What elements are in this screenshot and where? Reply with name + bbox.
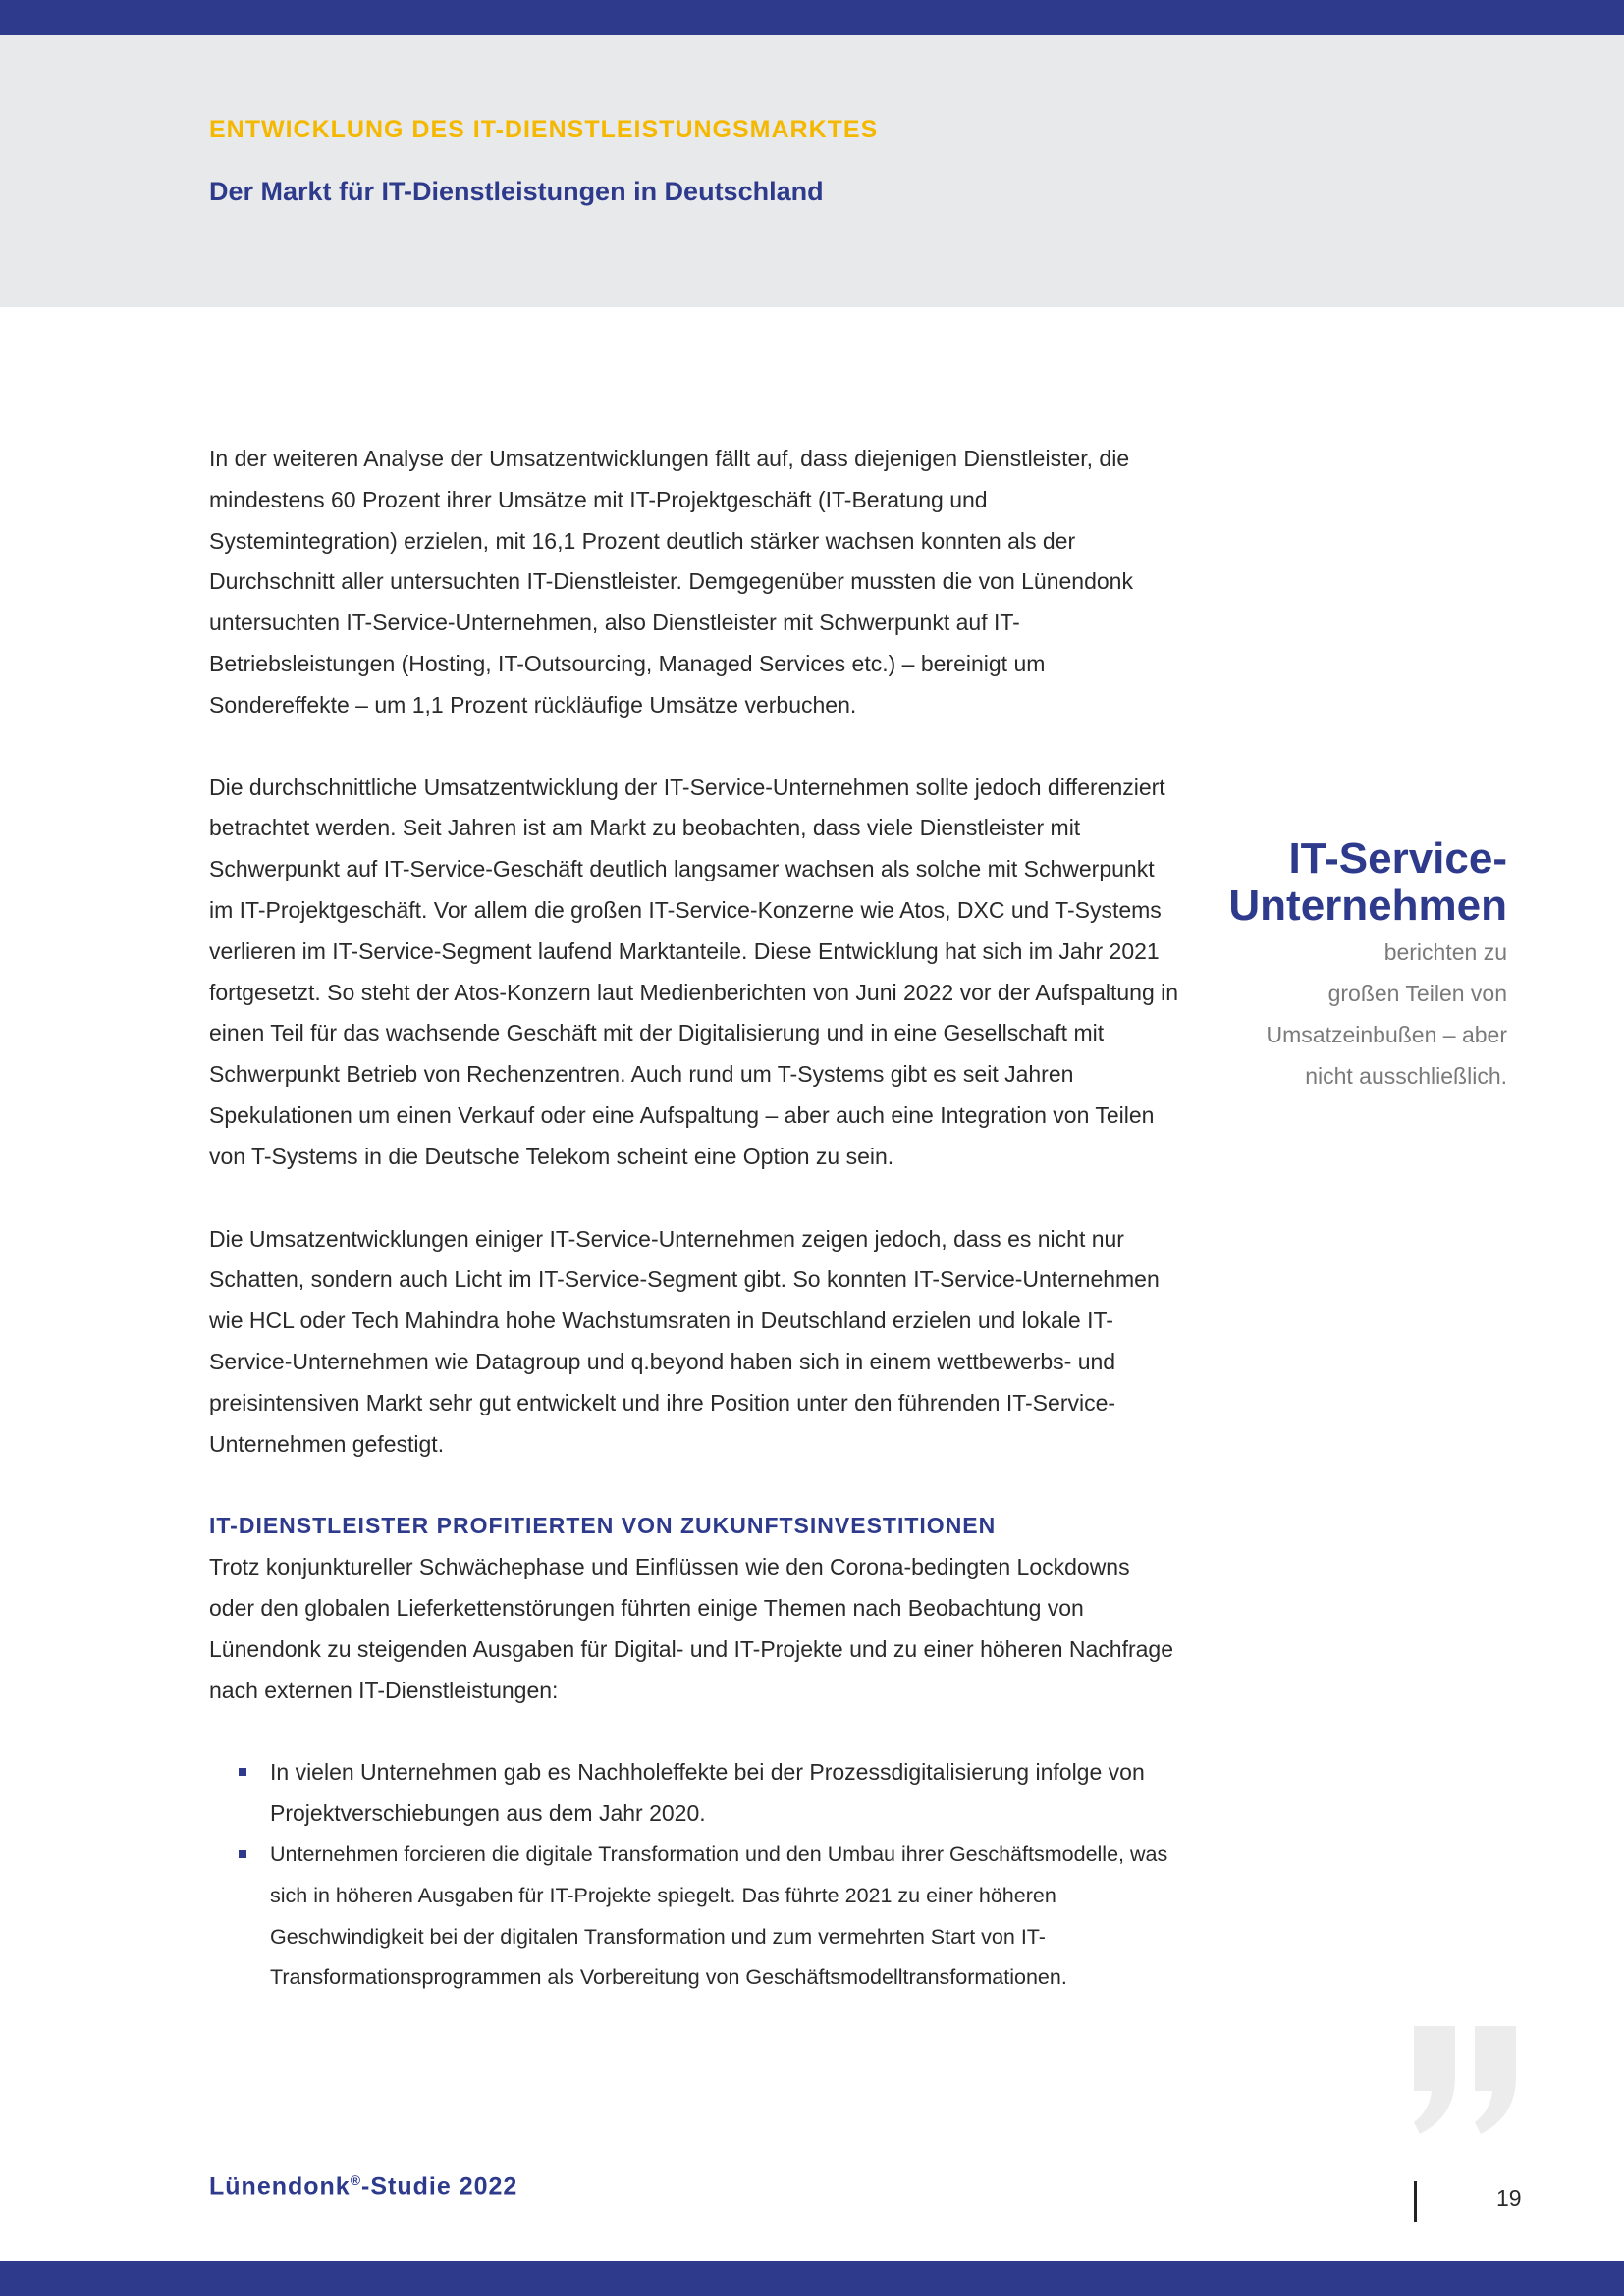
paragraph: Die durchschnittliche Umsatzentwicklung der IT-Service-Unternehmen sollte jedoch differenziert betrachtet werden. Seit Jahren ist am Markt zu beobachten, dass viele Dienstleister mit Schwerpunkt auf IT-Service-Geschäft deutlich langsamer wachsen als solche mit Schwerpunkt im IT-Projektgeschäft. Vor allem die großen IT-Service-Konzerne wie Atos, DXC und T-Systems verlieren im IT-Service-Segment laufend Marktanteile. Diese Entwicklung hat sich im Jahr 2021 fortgesetzt. So steht der Atos-Konzern laut Medienberichten von Juni 2022 vor der Aufspaltung in einen Teil für das wachsende Geschäft mit der Digitalisierung und in eine Gesellschaft mit Schwerpunkt Betrieb von Rechenzentren. Auch rund um T-Systems gibt es seit Jahren Spekulationen um einen Verkauf oder eine Aufspaltung – aber auch eine Integration von Teilen von T-Systems in die Deutsche Telekom scheint eine Option zu sein. — [209, 774, 1179, 1169]
square-bullet-icon — [239, 1850, 246, 1858]
list-item-text: In vielen Unternehmen gab es Nachholeffekte bei der Prozessdigitalisierung infolge von Projektverschiebungen aus dem Jahr 2020. — [270, 1759, 1145, 1827]
footer-brand — [209, 2172, 517, 2201]
pull-quote-text — [1193, 932, 1507, 1096]
list-item — [270, 1835, 1181, 1999]
pull-quote-title-line: Unternehmen — [1228, 881, 1507, 930]
registered-mark: ® — [350, 2172, 362, 2188]
list-item — [270, 1752, 1181, 1835]
sidebar-pull-quote — [1193, 835, 1507, 1096]
square-bullet-icon — [239, 1768, 246, 1776]
paragraph: Trotz konjunktureller Schwächephase und Einflüssen wie den Corona-bedingten Lockdowns oder den globalen Lieferkettenstörungen führten einige Themen nach Beobachtung von Lünendonk zu steigenden Ausgaben für Digital- und IT-Projekte und zu einer höheren Nachfrage nach externen IT-Dienstleistungen: — [209, 1554, 1173, 1703]
closing-quote-icon — [1406, 2026, 1524, 2134]
paragraph: In der weiteren Analyse der Umsatzentwicklungen fällt auf, dass diejenigen Dienstleister, die mindestens 60 Prozent ihrer Umsätze mit IT-Projektgeschäft (IT-Beratung und Systemintegration) erzielen, mit 16,1 Prozent deutlich stärker wachsen konnten als der Durchschnitt aller untersuchten IT-Dienstleister. Demgegenüber mussten die von Lünendonk untersuchten IT-Service-Unternehmen, also Dienstleister mit Schwerpunkt auf IT-Betriebsleistungen (Hosting, IT-Outsourcing, Managed Services etc.) – bereinigt um Sondereffekte – um 1,1 Prozent rückläufige Umsätze verbuchen. — [209, 446, 1133, 718]
page-number: 19 — [1496, 2185, 1522, 2211]
pull-quote-line: Umsatzeinbußen – aber — [1266, 1022, 1507, 1047]
header-band — [0, 35, 1624, 307]
footer-brand-name: Lünendonk — [209, 2172, 351, 2201]
pull-quote-title — [1193, 835, 1507, 930]
bottom-bar — [0, 2261, 1624, 2296]
section-label: ENTWICKLUNG DES IT-DIENSTLEISTUNGSMARKTES — [209, 116, 879, 143]
top-bar — [0, 0, 1624, 35]
pull-quote-line: berichten zu — [1383, 939, 1507, 965]
list-item-text: Unternehmen forcieren die digitale Transformation und den Umbau ihrer Geschäftsmodelle, was sich in höheren Ausgaben für IT-Projekte spiegelt. Das führte 2021 zu einer höheren Geschwindigkeit bei der digitalen Transformation und zum vermehrten Start von IT-Transformationsprogrammen als Vorbereitung von Geschäftsmodelltransformationen. — [270, 1842, 1168, 1990]
section-subtitle: Der Markt für IT-Dienstleistungen in Deutschland — [209, 177, 824, 206]
pull-quote-title-line: IT-Service- — [1288, 834, 1507, 882]
paragraph: Die Umsatzentwicklungen einiger IT-Service-Unternehmen zeigen jedoch, dass es nicht nur Schatten, sondern auch Licht im IT-Service-Segment gibt. So konnten IT-Service-Unternehmen wie HCL oder Tech Mahindra hohe Wachstumsraten in Deutschland erzielen und lokale IT-Service-Unternehmen wie Datagroup und q.beyond haben sich in einem wettbewerbs- und preisintensiven Markt sehr gut entwickelt und ihre Position unter den führenden IT-Service-Unternehmen gefestigt. — [209, 1225, 1160, 1457]
main-content — [209, 439, 1181, 1999]
bullet-list — [209, 1752, 1181, 1999]
footer-brand-suffix: -Studie 2022 — [361, 2172, 518, 2201]
pull-quote-line: nicht ausschließlich. — [1305, 1063, 1507, 1089]
subheading: IT-DIENSTLEISTER PROFITIERTEN VON ZUKUNFTSINVESTITIONEN — [209, 1513, 997, 1539]
pull-quote-line: großen Teilen von — [1327, 981, 1507, 1006]
footer-divider — [1414, 2181, 1417, 2222]
